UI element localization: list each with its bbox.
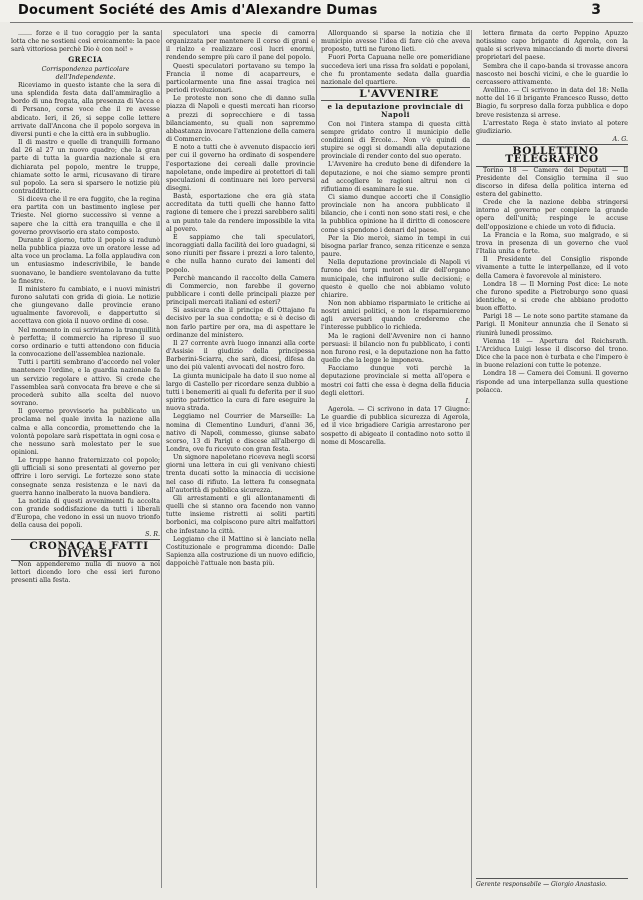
article-paragraph: Gli arrestamenti e gli allontanamenti di quelli che si stanno ora facendo non vanno tutte insieme ristretti ai soliti partiti borbonici, ma colpiscono pure altri malfattori che infestano la città. (166, 494, 315, 535)
article-paragraph: Londra 18 — Il Morning Post dice: Le note che furono spedite a Pietroburgo sono quasi identiche, e si crede che abbiano prodotto buon effetto. (476, 280, 628, 313)
article-paragraph: L'arrestato Rega è stato inviato al potere giudiziario. (476, 119, 628, 135)
article-paragraph: Le truppe hanno fraternizzato col popolo; gli ufficiali si sono presentati al governo per offrire i loro servigi. Le fortezze sono state consegnate senza resistenza e le navi da guerra hanno inalberato la nuova bandiera. (11, 457, 160, 497)
article-paragraph: Facciamo dunque voti perchè la deputazione provinciale si metta all'opera e mostri coi fatti che essa è degna della fiducia degli elettori. (321, 365, 470, 397)
article-paragraph: Londra 18 — Camera dei Comuni. Il governo risponde ad una interpellanza sulla questione polacca. (476, 370, 628, 394)
article-paragraph: Si diceva che il re era fuggito, che la regina era partita con un bastimento inglese per Trieste. Nel giorno successivo si venne a sapere che la città era tranquilla e che il governo provvisorio era stato composto. (11, 196, 160, 236)
page-header (0, 0, 643, 22)
article-paragraph: Ci siamo dunque accorti che il Consiglio provinciale non ha ancora pubblicato il bilancio, che i conti non sono stati resi, e che la pubblica opinione ha il diritto di conoscere come si spendono i denari del paese. (321, 193, 470, 234)
section-subheading: Corrispondenza particolare dell'Independente. (41, 65, 130, 81)
article-paragraph: Un signore napoletano riceveva negli scorsi giorni una lettera in cui gli venivano chiesti trenta ducati sotto la minaccia di uccisione nel caso di rifiuto. La lettera fu consegnata all'autorità di pubblica sicurezza. (166, 454, 315, 494)
article-paragraph: Crede che la nazione debba stringersi intorno al governo per compiere la grande opera dell'unità; respinge le accuse dell'opposizione e chiede un voto di fiducia. (476, 199, 628, 231)
column-divider (161, 30, 162, 888)
page-number: 3 (591, 2, 601, 18)
column-3 (321, 30, 470, 890)
article-paragraph: Leggiamo nel Courrier de Marseille: La nomina di Clementino Lunduri, d'anni 36, nativo di Napoli, commesso, giunse sabato scorso, 13 di Parigi e discese all'albergo di Londra, ove fu ricevuto con gran festa. (166, 413, 315, 453)
article-paragraph: Il ministero fu cambiato, e i nuovi ministri furono salutati con grida di gioia. Le notizie che giungevano dalle provincie erano ugualmente favorevoli, e dappertutto si accettava con gioia il nuovo ordine di cose. (11, 285, 160, 326)
article-paragraph: Torino 18 — Camera dei Deputati — Il Presidente del Consiglio termina il suo discorso in difesa della politica interna ed estera del gabinetto. (476, 166, 628, 198)
article-paragraph: Il di mastro e quelle di tranquilli formano dal 26 al 27 un nuovo quadro; che la gran parte di tutta la guardia nazionale si era dichiarata pel popolo, mentre le truppe, chiamate sotto le armi, ricusavano di tirare sul popolo. La sera si sparsero le notizie più contraddittorie. (11, 139, 160, 195)
article-paragraph: Durante il giorno, tutto il popolo si radunò nella pubblica piazza ove un oratore lesse ad alta voce un proclama. La folla applaudiva con un entusiasmo indescrivibile, le bande suonavano, le bandiere sventolavano da tutte le finestre. (11, 236, 160, 285)
article-paragraph: Il Presidente del Consiglio risponde vivamente a tutte le interpellanze, ed il voto della Camera è favorevole al ministero. (476, 256, 628, 280)
article-paragraph: Perchè mancando il raccolto della Camera di Commercio, non farebbe il governo pubblicare i conti delle principali piazze per principali mercati italiani ed esteri? (166, 274, 315, 307)
column-1 (11, 30, 160, 890)
article-paragraph: lettera firmata da certo Peppino Apuzzo notissimo capo brigante di Agerola, con la quale si scriveva minacciando di morte diversi proprietari del paese. (476, 30, 628, 62)
article-paragraph: Tutti i partiti sembrano d'accordo nel voler mantenere l'ordine, e la guardia nazionale fa un servizio regolare e attivo. Si crede che l'assemblea sarà convocata fra breve e che si procederà subito alla scelta del nuovo sovrano. (11, 359, 160, 408)
section-title: L'AVVENIRE (321, 87, 470, 101)
column-divider (316, 30, 317, 888)
article-paragraph: Non appenderemo nulla di nuovo a noi lettori dicendo loro che essi ieri furono presenti alla festa. (11, 561, 160, 585)
section-title: BOLLETTINO TELEGRAFICO (476, 144, 628, 166)
article-paragraph: L'Avvenire ha creduto bene di difendere la deputazione, e noi che siamo sempre pronti ad accogliere le ragioni altrui non ci rifiutiamo di esaminare le sue. (321, 161, 470, 193)
article-paragraph: Si assicura che il principe di Ottajano fu decisivo per la sua condotta; e si è deciso di non farlo partire per ora, ma di aspettare le ordinanze del ministero. (166, 307, 315, 339)
article-paragraph: ....... forze e il tuo coraggio per la santa lotta che ne sostieni così eroicamente: la pace sarà vittoriosa perchè Dio è con noi! » (11, 30, 160, 54)
article-paragraph: La notizia di questi avvenimenti fu accolta con grande soddisfazione da tutti i liberali d'Europa, che vedono in essi un nuovo trionfo della causa dei popoli. (11, 497, 160, 530)
article-paragraph: Allorquando si sparse la notizia che il municipio avesse l'idea di fare ciò che aveva proposto, tutti ne furono lieti. (321, 30, 470, 54)
article-paragraph: Avellino. — Ci scrivono in data del 18: Nella notte del 16 il brigante Francesco Russo, detto Biagio, fu sorpreso dalla forza pubblica e dopo breve resistenza si arrese. (476, 87, 628, 119)
article-paragraph: Non non abbiamo risparmiato le critiche ai nostri amici politici, e non le risparmieremo agli avversari quando crederemo che l'interesse pubblico lo richieda. (321, 300, 470, 332)
article-paragraph: Agerola. — Ci scrivono in data 17 Giugno: Le guardie di pubblica sicurezza di Agerola, ed il vice brigadiere Carigia arrestarono per sospetto di abigeato il contadino noto sotto il nome di Moscarella. (321, 406, 470, 446)
article-paragraph: E noto a tutti che è avvenuto dispaccio ieri per cui il governo ha ordinato di sospendere l'esportazione dei cereali dalle provincie napoletane, onde impedire ai protettori di tali speculazioni di continuare nei loro perversi disegni. (166, 144, 315, 192)
article-paragraph: Il governo provvisorio ha pubblicato un proclama nel quale invita la nazione alla calma e alla concordia, promettendo che la volontà popolare sarà rispettata in ogni cosa e che nessuno sarà molestato per le sue opinioni. (11, 408, 160, 456)
signature: S. R. (145, 530, 160, 538)
article-paragraph: Leggiamo che il Mattino si è lanciato nella Costituzionale e programma dicendo: Dalle Sapienza alla costruzione di un nuovo edificio, dappoichè l'attuale non basta più. (166, 535, 315, 568)
article-paragraph: Riceviamo in questo istante che la sera di una splendida festa data dall'ammiraglio a bordo di una fregata, alla presenza di Vacca e di Persano, corse voce che il re avesse abdicato. Ieri, il 26, si seppe colle lettere arrivate dall'Ancona che il popolo sorgeva in diversi punti e che la città era in subbuglio. (11, 81, 160, 138)
article-paragraph: Parigi 18 — Le note sono partite stamane da Parigi. Il Moniteur annunzia che il Senato si riunirà lunedì prossimo. (476, 313, 628, 337)
article-paragraph: Ma le ragioni dell'Avvenire non ci hanno persuasi: il bilancio non fu pubblicato, i conti non furono resi, e la deputazione non ha fatto quello che la legge le imponeva. (321, 332, 470, 365)
section-heading: GRECIA (68, 55, 103, 65)
article-paragraph: Fuori Porta Capuana nelle ore pomeridiane succedeva ieri una rissa fra soldati e popolani, che fu prontamente sedata dalla guardia nazionale del quartiere. (321, 54, 470, 86)
column-2 (166, 30, 315, 890)
article-paragraph: E sappiamo che tali speculatori, incoraggiati dalla facilità dei loro guadagni, si sono riuniti per fissare i prezzi a loro talento, e che nulla hanno curato dei lamenti del popolo. (166, 233, 315, 274)
article-paragraph: Vienna 18 — Apertura del Reichsrath. L'Arciduca Luigi lesse il discorso del trono. Dice che la pace non è turbata e che l'impero è in buone relazioni con tutte le potenze. (476, 337, 628, 370)
article-paragraph: La giunta municipale ha dato il suo nome al largo di Castello per ricordare senza dubbio a tutti i benemeriti ai quali fu deferita per il suo spirito patriottico la cura di fare eseguire la nuova strada. (166, 372, 315, 413)
article-paragraph: Per la Dio mercè, siamo in tempi in cui bisogna parlar franco, senza riticenze e senza paure. (321, 234, 470, 259)
article-paragraph: Le proteste non sono che di danno sulla piazza di Napoli e questi mercati han ricorso a prezzi di soprecchiere e di tassa bilanciamento, su quali non sapremmo abbastanza invocare l'attenzione della camera di Commercio. (166, 95, 315, 144)
article-paragraph: La Francia e la Roma, suo malgrado, e si trova in presenza di un governo che vuol l'Italia unita e forte. (476, 231, 628, 256)
article-paragraph: Il 27 corrente avrà luogo innanzi alla corte d'Assisie il giudizio della principessa Barberini-Sciarra, che sarà, dicesi, difesa da uno dei più valenti avvocati del nostro foro. (166, 339, 315, 372)
section-heading: e la deputazione provinciale di Napoli (327, 102, 464, 120)
signature: A. G. (612, 136, 628, 144)
section-title: CRONACA E FATTI DIVERSI (11, 539, 160, 561)
header-rule (10, 22, 633, 23)
watermark: Document Société des Amis d'Alexandre Dumas (18, 3, 378, 18)
column-divider (471, 30, 472, 888)
article-paragraph: Questi speculatori portavano su tempo la Francia il nome di acaparreurs, e particolarmente una fine assai tragica nei periodi rivoluzionari. (166, 62, 315, 95)
article-paragraph: Sembra che il capo-banda si trovasse ancora nascosto nei boschi vicini, e che le guardie lo cercassero attivamente. (476, 62, 628, 86)
article-paragraph: Con noi l'intera stampa di questa città sempre gridato contro il municipio delle condizioni di Ercole... Non v'è quindi da stupire se oggi si domandi alla deputazione provinciale di render conto del suo operato. (321, 120, 470, 161)
signature: I. (465, 397, 470, 405)
column-4 (476, 30, 628, 890)
article-paragraph: Nella deputazione provinciale di Napoli vi furono dei torpi motori al dir dell'organo municipale, che influirono sulle decisioni; e questo è quello che noi abbiamo voluto chiarire. (321, 259, 470, 299)
article-paragraph: Nel momento in cui scriviamo la tranquillità è perfetta; il commercio ha ripreso il suo corso ordinario e tutti attendono con fiducia la convocazione dell'assemblea nazionale. (11, 326, 160, 359)
article-paragraph: Bastà, esportazione che era già stata accreditata da tutti quelli che hanno fatto ragione di temere che i prezzi sarebbero saliti a un punto tale da rendere impossibile la vita al povero. (166, 193, 315, 233)
gerente-line: Gerente responsabile — Giorgio Anastasio. (476, 878, 628, 888)
article-paragraph: speculatori una specie di camorra organizzata per mantenere il corso di grani e il rialzo e realizzare così lucri enormi, rendendo sempre più caro il pane del popolo. (166, 30, 315, 62)
